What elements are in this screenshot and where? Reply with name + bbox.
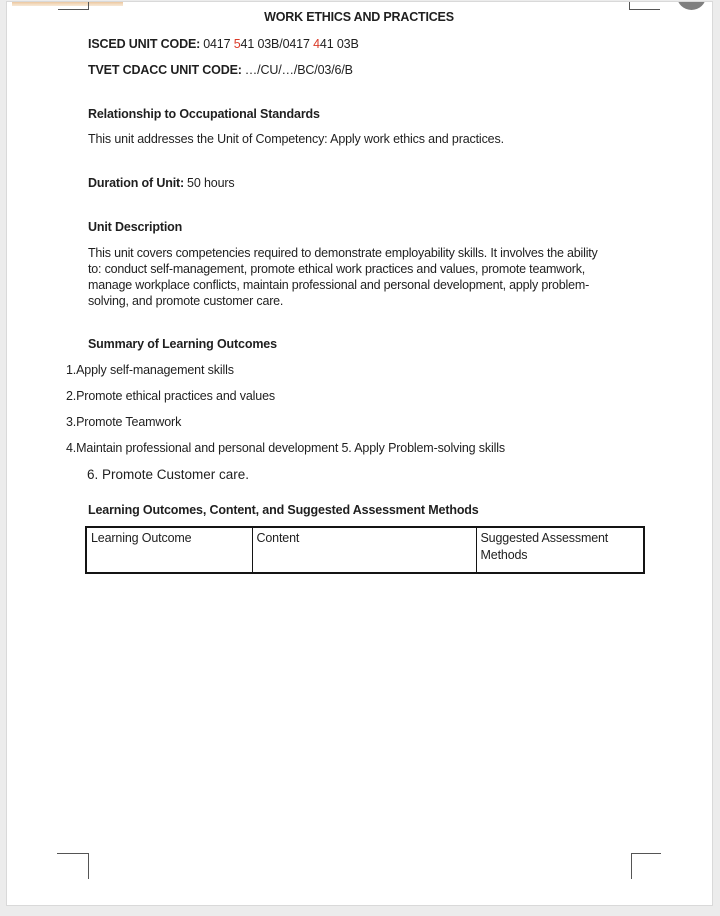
outcomes-heading: Summary of Learning Outcomes — [88, 337, 277, 351]
tvet-unit-code-line — [88, 63, 630, 78]
isced-value-part: 41 03B — [319, 37, 359, 51]
tvet-label: TVET CDACC UNIT CODE: — [88, 63, 242, 77]
isced-value-part: 41 03B/0417 — [240, 37, 314, 51]
document-page — [6, 1, 713, 906]
table-header-assessment-methods: Suggested Assessment Methods — [476, 527, 644, 573]
isced-value-part: 0417 — [203, 37, 234, 51]
corner-mark-bottom-right — [631, 853, 661, 879]
outcome-item-4-5: 4.Maintain professional and personal development 5. Apply Problem-solving skills — [66, 441, 505, 455]
table-header-learning-outcome: Learning Outcome — [86, 527, 252, 573]
duration-line — [88, 176, 630, 191]
isced-red-digit: 4 — [313, 37, 320, 51]
assessment-table-heading: Learning Outcomes, Content, and Suggested Assessment Methods — [88, 503, 479, 517]
outcome-item-3: 3.Promote Teamwork — [66, 415, 182, 429]
duration-label: Duration of Unit: — [88, 176, 185, 190]
tvet-value: …/CU/…/BC/03/6/B — [244, 63, 353, 77]
unit-description-heading: Unit Description — [88, 220, 183, 234]
assessment-table — [85, 526, 645, 574]
corner-mark-bottom-left — [57, 853, 89, 879]
relationship-heading: Relationship to Occupational Standards — [88, 107, 320, 121]
document-content — [7, 2, 712, 574]
isced-label: ISCED UNIT CODE: — [88, 37, 201, 51]
outcome-item-6: 6. Promote Customer care. — [87, 467, 250, 482]
page-title: WORK ETHICS AND PRACTICES — [264, 10, 454, 24]
relationship-body: This unit addresses the Unit of Competency: Apply work ethics and practices. — [88, 132, 504, 146]
duration-value: 50 hours — [187, 176, 235, 190]
isced-red-digit: 5 — [233, 37, 241, 51]
outcome-item-1: 1.Apply self-management skills — [66, 363, 234, 377]
table-header-content: Content — [252, 527, 476, 573]
table-header-row — [86, 527, 644, 573]
unit-description-body: This unit covers competencies required to demonstrate employability skills. It involves the ability to: conduct self-management, promote ethical work practices and values, promote teamwork, manage workplace conflicts, maintain professional and personal development, apply problem-solving, and promote customer care. — [88, 246, 598, 308]
outcome-item-2: 2.Promote ethical practices and values — [66, 389, 275, 403]
isced-unit-code-line — [88, 37, 630, 52]
